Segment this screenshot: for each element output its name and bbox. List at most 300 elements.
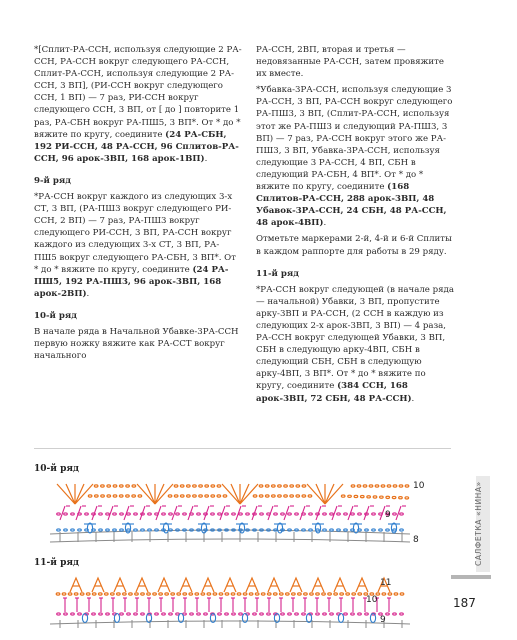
chain-stitch: [358, 513, 362, 515]
chain-stitch: [375, 485, 379, 487]
chain-stitch: [344, 613, 348, 615]
row-number-10: 10: [413, 481, 425, 491]
chain-stitch: [71, 513, 75, 515]
crochet-diagram-row-10: [30, 474, 450, 554]
chain-stitch: [141, 529, 145, 531]
chain-stitch: [225, 513, 229, 515]
chain-stitch: [393, 513, 397, 515]
chain-stitch: [354, 495, 358, 497]
zigzag-stitch: [202, 578, 214, 592]
fan-stitch: [231, 484, 240, 504]
chain-stitch: [211, 495, 215, 497]
chain-stitch: [119, 495, 123, 497]
chain-stitch: [168, 495, 172, 497]
chain-stitch: [288, 613, 292, 615]
chain-stitch: [159, 593, 163, 595]
chain-stitch: [298, 593, 302, 595]
row-10-stitches-magenta: [57, 598, 404, 615]
chain-stitch: [386, 529, 390, 531]
row-9-stitches-magenta: [57, 506, 406, 520]
chain-stitch: [132, 485, 136, 487]
chain-stitch: [351, 513, 355, 515]
chain-stitch: [232, 613, 236, 615]
chain-stitch: [381, 485, 385, 487]
chain-stitch: [92, 513, 96, 515]
chain-stitch: [148, 513, 152, 515]
chain-stitch: [68, 593, 72, 595]
chain-stitch: [367, 496, 371, 498]
chain-stitch: [372, 529, 376, 531]
chain-stitch: [141, 613, 145, 615]
chain-stitch: [400, 529, 404, 531]
zigzag-stitch: [334, 578, 346, 592]
chain-stitch: [195, 593, 199, 595]
chain-stitch: [255, 593, 259, 595]
chain-stitch: [302, 485, 306, 487]
chain-stitch: [310, 593, 314, 595]
chain-stitch: [199, 485, 203, 487]
chain-stitch: [372, 513, 376, 515]
chain-stitch: [246, 513, 250, 515]
chain-stitch: [95, 495, 99, 497]
chain-stitch: [64, 513, 68, 515]
base-arc: [50, 539, 410, 542]
chain-stitch: [204, 613, 208, 615]
diagram-11-label: 11-й ряд: [34, 558, 80, 568]
chain-stitch: [205, 485, 209, 487]
chain-stitch: [190, 513, 194, 515]
chain-stitch: [92, 529, 96, 531]
chain-stitch: [351, 613, 355, 615]
chain-stitch: [187, 485, 191, 487]
chain-stitch: [328, 593, 332, 595]
chain-stitch: [348, 495, 352, 497]
chain-stitch: [201, 593, 205, 595]
paragraph: РА-ССН, 2ВП, вторая и третья — недовязанные РА-ССН, затем провяжите их вместе.: [256, 45, 444, 80]
chain-stitch: [123, 593, 127, 595]
zigzag-stitch: [114, 578, 126, 592]
chain-stitch: [272, 485, 276, 487]
chain-stitch: [281, 513, 285, 515]
chain-stitch: [218, 513, 222, 515]
chain-stitch: [316, 513, 320, 515]
chain-stitch: [92, 593, 96, 595]
chain-stitch: [239, 513, 243, 515]
zigzag-stitch: [70, 578, 82, 592]
chain-stitch: [162, 613, 166, 615]
chain-stitch: [393, 485, 397, 487]
crochet-diagram-row-11: [30, 572, 450, 632]
row-9-heading: 9-й ряд: [34, 175, 71, 186]
chain-stitch: [155, 613, 159, 615]
chain-stitch: [225, 613, 229, 615]
chain-stitch: [80, 593, 84, 595]
chain-stitch: [393, 613, 397, 615]
chain-stitch: [346, 593, 350, 595]
chain-stitch: [369, 485, 373, 487]
fan-stitch: [316, 484, 325, 504]
diagram-10-label: 10-й ряд: [34, 464, 80, 474]
chain-stitch: [99, 613, 103, 615]
chain-stitch: [71, 613, 75, 615]
chain-stitch: [126, 495, 130, 497]
zigzag-stitch: [356, 578, 368, 592]
chain-stitch: [217, 485, 221, 487]
chain-stitch: [351, 529, 355, 531]
chain-stitch: [176, 513, 180, 515]
chain-stitch: [232, 513, 236, 515]
chain-stitch: [239, 613, 243, 615]
chain-stitch: [392, 496, 396, 498]
chain-stitch: [127, 613, 131, 615]
chain-stitch: [193, 495, 197, 497]
chain-stitch: [180, 495, 184, 497]
chain-stitch: [85, 513, 89, 515]
fan-stitch: [222, 484, 240, 504]
fan-stitch: [155, 484, 164, 504]
chain-stitch: [323, 529, 327, 531]
chain-stitch: [363, 485, 367, 487]
chain-stitch: [295, 529, 299, 531]
blue-cluster: [114, 614, 119, 623]
chain-stitch: [309, 513, 313, 515]
chain-stitch: [106, 529, 110, 531]
chain-stitch: [273, 593, 277, 595]
chain-stitch: [330, 613, 334, 615]
chain-stitch: [64, 529, 68, 531]
chain-stitch: [193, 485, 197, 487]
zigzag-stitch: [92, 578, 104, 592]
chain-stitch: [126, 485, 130, 487]
chain-stitch: [132, 495, 136, 497]
chain-stitch: [278, 485, 282, 487]
chain-stitch: [316, 529, 320, 531]
chain-stitch: [127, 513, 131, 515]
zigzag-stitch: [268, 578, 280, 592]
paragraph: *Убавка-3РА-ССН, используя следующие 3 РА-ССН, 3 ВП, РА-ССН вокруг следующего РА-ПШ3, 3 ВП, (Сплит-РА-ССН, используя этот же РА-ПШ3 и следующий РА-ПШ3, 3 ВП) — 7 раз, РА-ССН вокруг этого же РА-ПШ3, 3 ВП, Убавка-3РА-ССН, используя следующие 3 РА-ССН, 4 ВП, СБН в следующий РА-СБН, 4 ВП*. От * до * вяжите по кругу, соедините (168 Сплитов-РА-ССН, 288 арок-3ВП, 48 Убавок-3РА-ССН, 24 СБН, 48 РА-ССН, 48 арок-4ВП).: [256, 85, 453, 229]
chain-stitch: [344, 513, 348, 515]
chain-stitch: [78, 613, 82, 615]
chain-stitch: [400, 613, 404, 615]
chain-stitch: [120, 513, 124, 515]
zigzag-stitch: [136, 578, 148, 592]
chain-stitch: [119, 485, 123, 487]
chain-stitch: [272, 495, 276, 497]
chain-stitch: [213, 593, 217, 595]
chain-stitch: [290, 485, 294, 487]
chain-stitch: [337, 513, 341, 515]
chain-stitch: [379, 529, 383, 531]
chain-stitch: [358, 529, 362, 531]
chain-stitch: [104, 593, 108, 595]
chain-stitch: [94, 485, 98, 487]
chain-stitch: [169, 613, 173, 615]
chain-stitch: [155, 529, 159, 531]
chain-stitch: [267, 593, 271, 595]
paragraph: *РА-ССН вокруг каждого из следующих 3-х СТ, 3 ВП, (РА-ПШ3 вокруг следующего РИ-ССН, 2 ВП) — 7 раз, РА-ПШ3 вокруг следующего РИ-ССН, 3 ВП, РА-ССН вокруг каждого из следующих 3-х СТ, 3 ВП, РА-ПШ5 вокруг следующего РА-СБН, 3 ВП*. От * до * вяжите по кругу, соедините (24 РА-ПШ5, 192 РА-ПШ3, 96 арок-3ВП, 168 арок-2ВП).: [34, 192, 236, 299]
chain-stitch: [286, 593, 290, 595]
chain-stitch: [288, 513, 292, 515]
fan-stitch: [146, 484, 155, 504]
row-10-stitches-orange: [57, 484, 409, 504]
zigzag-stitch: [180, 578, 192, 592]
zigzag-stitch: [158, 578, 170, 592]
chain-stitch: [162, 513, 166, 515]
chain-stitch: [113, 529, 117, 531]
section-divider: [34, 448, 451, 449]
zigzag-stitch: [312, 578, 324, 592]
chain-stitch: [101, 485, 105, 487]
chain-stitch: [169, 513, 173, 515]
blue-cluster: [338, 614, 343, 623]
chain-stitch: [78, 513, 82, 515]
chain-stitch: [365, 529, 369, 531]
fan-stitch: [307, 484, 325, 504]
chain-stitch: [357, 485, 361, 487]
chain-stitch: [113, 485, 117, 487]
chain-stitch: [190, 613, 194, 615]
chain-stitch: [330, 513, 334, 515]
chain-stitch: [405, 497, 409, 499]
chain-stitch: [316, 613, 320, 615]
chain-stitch: [265, 485, 269, 487]
chain-stitch: [265, 495, 269, 497]
fan-stitch: [325, 484, 343, 504]
row-number-9: 9: [380, 615, 386, 625]
chain-stitch: [358, 593, 362, 595]
chain-stitch: [62, 593, 66, 595]
chain-stitch: [174, 495, 178, 497]
fan-stitch: [75, 484, 84, 504]
chain-stitch: [278, 495, 282, 497]
chain-stitch: [127, 529, 131, 531]
chain-stitch: [259, 485, 263, 487]
paragraph: *[Сплит-РА-ССН, используя следующие 2 РА-ССН, РА-ССН вокруг следующего РА-ССН, Сплит-РА-ССН, используя следующие 2 РА-ССН, 3 ВП], (РИ-ССН вокруг следующего ССН, 1 ВП) — 7 раз, РИ-ССН вокруг следующего ССН, 3 ВП, от [ до ] повторите 1 раз, РА-СБН вокруг РА-ПШ5, 3 ВП*. От * до * вяжите по кругу, соедините (24 РА-СБН, 192 РИ-ССН, 48 РА-ССН, 96 Сплитов-РА-ССН, 96 арок-3ВП, 168 арок-1ВП).: [34, 45, 242, 164]
chain-stitch: [57, 613, 61, 615]
chain-stitch: [225, 593, 229, 595]
left-column: [34, 44, 242, 366]
chain-stitch: [393, 529, 397, 531]
fan-stitch: [137, 484, 155, 504]
chain-stitch: [199, 495, 203, 497]
chain-stitch: [399, 485, 403, 487]
fan-stitch: [240, 484, 258, 504]
chain-stitch: [373, 496, 377, 498]
chain-stitch: [386, 613, 390, 615]
chain-stitch: [341, 495, 345, 497]
chain-stitch: [309, 529, 313, 531]
chain-stitch: [113, 513, 117, 515]
chain-stitch: [358, 613, 362, 615]
row-number-10: 10: [366, 595, 378, 605]
chain-stitch: [71, 529, 75, 531]
chain-stitch: [111, 593, 115, 595]
chain-stitch: [261, 593, 265, 595]
chain-stitch: [337, 529, 341, 531]
fan-stitch: [57, 484, 75, 504]
chain-stitch: [223, 495, 227, 497]
chain-stitch: [207, 593, 211, 595]
chain-stitch: [92, 613, 96, 615]
chain-stitch: [382, 593, 386, 595]
chain-stitch: [351, 485, 355, 487]
page-marker-bar: [451, 575, 491, 579]
chain-stitch: [99, 529, 103, 531]
chain-stitch: [57, 529, 61, 531]
chain-stitch: [249, 593, 253, 595]
chain-stitch: [134, 529, 138, 531]
chain-stitch: [267, 513, 271, 515]
chain-stitch: [400, 513, 404, 515]
chain-stitch: [197, 613, 201, 615]
chain-stitch: [205, 495, 209, 497]
chain-stitch: [340, 593, 344, 595]
chain-stitch: [99, 513, 103, 515]
chain-stitch: [302, 529, 306, 531]
chain-stitch: [78, 529, 82, 531]
chain-stitch: [295, 613, 299, 615]
chain-stitch: [187, 495, 191, 497]
chain-stitch: [323, 513, 327, 515]
chain-stitch: [204, 513, 208, 515]
chain-stitch: [135, 593, 139, 595]
zigzag-stitch: [246, 578, 258, 592]
chain-stitch: [98, 593, 102, 595]
chain-stitch: [85, 529, 89, 531]
chain-stitch: [113, 495, 117, 497]
fan-stitch: [240, 484, 249, 504]
chain-stitch: [344, 529, 348, 531]
chain-stitch: [302, 613, 306, 615]
chain-stitch: [304, 593, 308, 595]
fan-stitch: [75, 484, 93, 504]
chain-stitch: [148, 529, 152, 531]
chain-stitch: [237, 593, 241, 595]
row-10-heading: 10-й ряд: [34, 310, 77, 321]
chain-stitch: [284, 485, 288, 487]
chain-stitch: [211, 485, 215, 487]
chain-stitch: [302, 513, 306, 515]
chain-stitch: [308, 495, 312, 497]
chain-stitch: [117, 593, 121, 595]
chain-stitch: [323, 613, 327, 615]
chain-stitch: [165, 593, 169, 595]
chain-stitch: [86, 593, 90, 595]
chain-stitch: [129, 593, 133, 595]
chain-stitch: [183, 513, 187, 515]
paragraph: Отметьте маркерами 2-й, 4-й и 6-й Сплиты в каждом раппорте для работы в 29 ряду.: [256, 234, 452, 257]
chain-stitch: [379, 513, 383, 515]
chain-stitch: [64, 613, 68, 615]
chain-stitch: [260, 513, 264, 515]
chain-stitch: [400, 593, 404, 595]
chain-stitch: [296, 495, 300, 497]
sidebar-title: САЛФЕТКА «НИНА»: [474, 481, 483, 567]
chain-stitch: [259, 495, 263, 497]
chain-stitch: [106, 613, 110, 615]
row-11-stitches-orange: [56, 578, 404, 595]
chain-stitch: [120, 613, 124, 615]
chain-stitch: [197, 513, 201, 515]
chain-stitch: [394, 593, 398, 595]
zigzag-stitch: [290, 578, 302, 592]
chain-stitch: [189, 593, 193, 595]
chain-stitch: [284, 495, 288, 497]
chain-stitch: [279, 593, 283, 595]
chain-stitch: [183, 593, 187, 595]
chain-stitch: [88, 495, 92, 497]
chain-stitch: [281, 613, 285, 615]
chain-stitch: [260, 613, 264, 615]
chain-stitch: [296, 485, 300, 487]
chain-stitch: [107, 485, 111, 487]
fan-stitch: [66, 484, 75, 504]
chain-stitch: [57, 513, 61, 515]
chain-stitch: [352, 593, 356, 595]
chain-stitch: [177, 593, 181, 595]
chain-stitch: [155, 513, 159, 515]
chain-stitch: [302, 495, 306, 497]
base-rows-gray: [50, 530, 410, 542]
right-column: [256, 44, 456, 409]
chain-stitch: [138, 495, 142, 497]
chain-stitch: [174, 485, 178, 487]
chain-stitch: [399, 497, 403, 499]
chain-stitch: [386, 496, 390, 498]
row-number-11: 11: [380, 578, 392, 588]
chain-stitch: [380, 496, 384, 498]
chain-stitch: [134, 513, 138, 515]
chain-stitch: [365, 613, 369, 615]
chain-stitch: [334, 593, 338, 595]
chain-stitch: [107, 495, 111, 497]
chain-stitch: [253, 495, 257, 497]
chain-stitch: [211, 513, 215, 515]
chain-stitch: [74, 593, 78, 595]
fan-stitch: [325, 484, 334, 504]
page-number: 187: [453, 596, 476, 610]
chain-stitch: [120, 529, 124, 531]
paragraph: В начале ряда в Начальной Убавке-3РА-ССН первую ножку вяжите как РА-ССТ вокруг начального: [34, 326, 239, 362]
chain-stitch: [180, 485, 184, 487]
chain-stitch: [231, 593, 235, 595]
chain-stitch: [243, 593, 247, 595]
chain-stitch: [134, 613, 138, 615]
chain-stitch: [274, 513, 278, 515]
chain-stitch: [405, 485, 409, 487]
chain-stitch: [322, 593, 326, 595]
base-rows-gray: [50, 620, 410, 628]
chain-stitch: [295, 513, 299, 515]
chain-stitch: [153, 593, 157, 595]
base-arc: [50, 621, 410, 624]
chain-stitch: [267, 613, 271, 615]
chain-stitch: [253, 613, 257, 615]
fan-stitch: [155, 484, 173, 504]
row-number-8: 8: [413, 535, 419, 545]
paragraph: *РА-ССН вокруг следующей (в начале ряда — начальной) Убавки, 3 ВП, пропустите арку-3ВП и РА-ССН, (2 ССН в каждую из следующих 2-х арок-3ВП, 3 ВП) — 4 раза, РА-ССН вокруг следующей Убавки, 3 ВП, СБН в следующую арку-4ВП, СБН в следующий СБН, СБН в следующую арку-4ВП, 3 ВП*. От * до * вяжите по кругу, соедините (384 ССН, 168 арок-3ВП, 72 СБН, 48 РА-ССН).: [256, 284, 454, 404]
chain-stitch: [290, 495, 294, 497]
row-number-9: 9: [385, 510, 391, 520]
zigzag-stitch: [224, 578, 236, 592]
chain-stitch: [360, 496, 364, 498]
chain-stitch: [218, 613, 222, 615]
chain-stitch: [141, 593, 145, 595]
chain-stitch: [101, 495, 105, 497]
chain-stitch: [316, 593, 320, 595]
chain-stitch: [217, 495, 221, 497]
chain-stitch: [219, 593, 223, 595]
